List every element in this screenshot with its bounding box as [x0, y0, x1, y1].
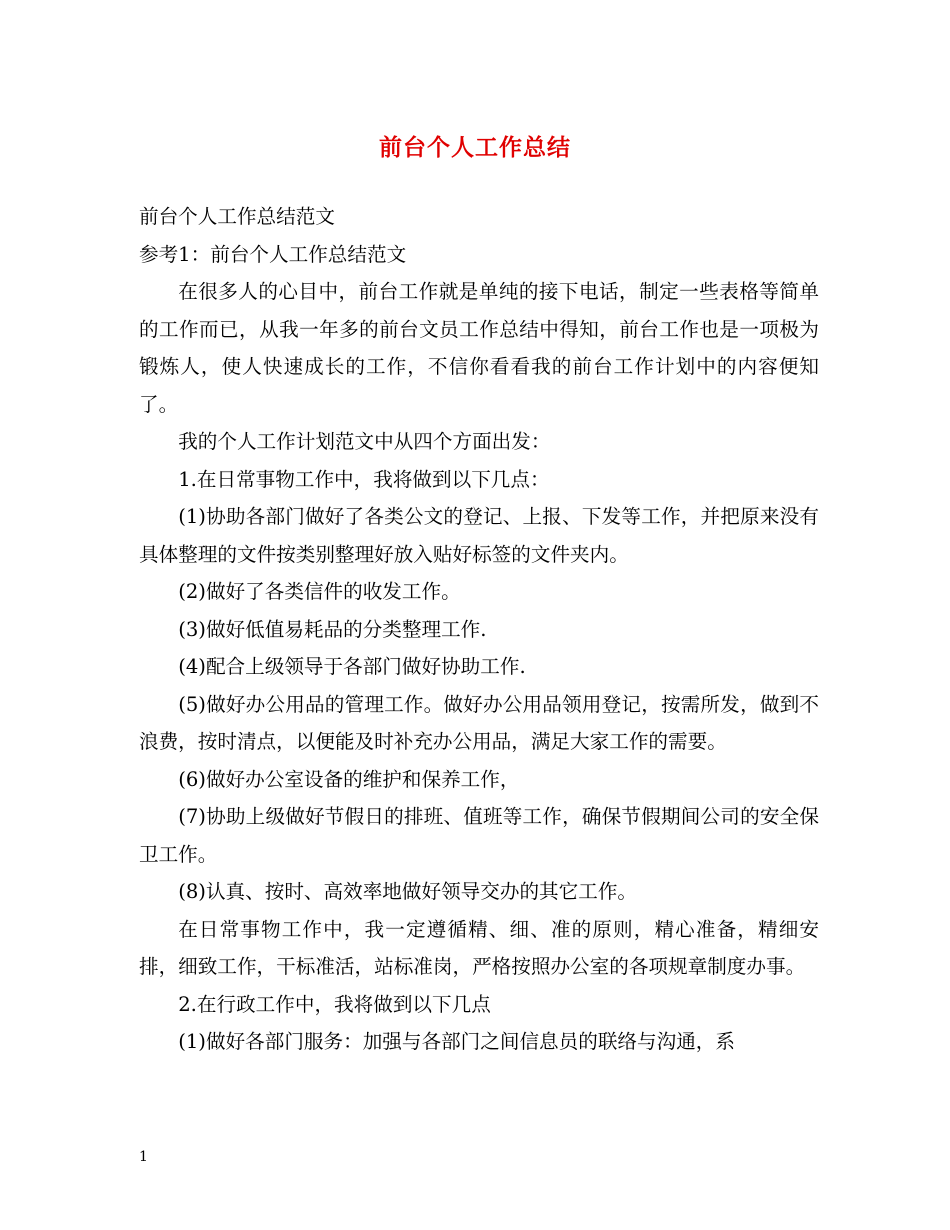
list-item: (2)做好了各类信件的收发工作。: [178, 580, 461, 603]
paragraph: 在日常事物工作中，我一定遵循精、细、准的原则，精心准备，精细安排，细致工作，干标准活，站标准岗，严格按照办公室的各项规章制度办事。: [139, 917, 819, 978]
section-heading: 1.在日常事物工作中，我将做到以下几点：: [178, 467, 550, 491]
subtitle-line: 前台个人工作总结范文: [139, 205, 335, 228]
paragraph: 我的个人工作计划范文中从四个方面出发：: [178, 430, 551, 453]
list-item: (1)协助各部门做好了各类公文的登记、上报、下发等工作，并把原来没有具体整理的文件按类别整理好放入贴好标签的文件夹内。: [139, 505, 819, 566]
section-heading: 2.在行政工作中，我将做到以下几点: [178, 992, 491, 1016]
document-title: 前台个人工作总结: [379, 134, 571, 161]
list-item: (4)配合上级领导于各部门做好协助工作.: [178, 655, 526, 678]
list-item: (6)做好办公室设备的维护和保养工作，: [178, 767, 520, 791]
paragraph: 在很多人的心目中，前台工作就是单纯的接下电话，制定一些表格等简单的工作而已，从我一年多的前台文员工作总结中得知，前台工作也是一项极为锻炼人，使人快速成长的工作，不信你看看我的前台工作计划中的内容便知了。: [139, 280, 819, 416]
list-item: (3)做好低值易耗品的分类整理工作.: [178, 617, 487, 641]
list-item: (5)做好办公用品的管理工作。做好办公用品领用登记，按需所发，做到不浪费，按时清点，以便能及时补充办公用品，满足大家工作的需要。: [139, 692, 819, 753]
list-item: (8)认真、按时、高效率地做好领导交办的其它工作。: [178, 880, 638, 903]
reference-line: 参考1：前台个人工作总结范文: [139, 242, 407, 266]
page-number: 1: [139, 1149, 148, 1165]
list-item: (7)协助上级做好节假日的排班、值班等工作，确保节假期间公司的安全保卫工作。: [139, 805, 819, 866]
list-item: (1)做好各部门服务：加强与各部门之间信息员的联络与沟通，系: [178, 1030, 735, 1053]
document-body: [139, 198, 819, 1061]
